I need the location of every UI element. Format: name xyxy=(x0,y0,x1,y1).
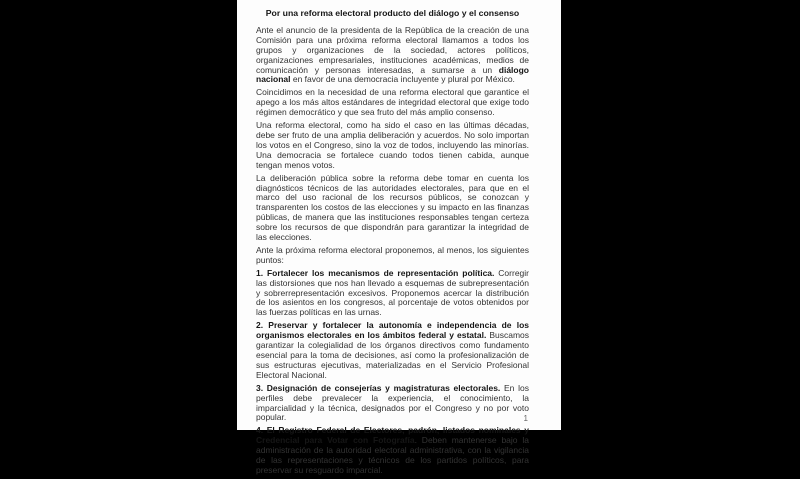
point-2-autonomy xyxy=(256,321,529,380)
point-3-appointments xyxy=(256,384,529,424)
text-run: Buscamos garantizar la colegialidad de los órganos directivos como fundamento esencial para la toma de decisiones, así como la profesionalización de sus estructuras ejecutivas, materializadas en el Servicio Profesional Electoral Nacional. xyxy=(256,330,529,380)
text-run: La deliberación pública sobre la reforma debe tomar en cuenta los diagnósticos técnicos de las autoridades electorales, para que en el marco del uso racional de los recursos públicos, se conozcan y transparenten los costos de las elecciones y su impacto en las finanzas públicas, de manera que las instituciones responsables tengan certeza sobre los recursos de que dispondrán para garantizar la integridad de las elecciones. xyxy=(256,172,529,243)
text-run: Ante el anuncio de la presidenta de la República de la creación de una Comisión para una próxima reforma electoral llamamos a todos los grupos y organizaciones de la sociedad, actores políticos, organizaciones empresariales, instituciones académicas, medios de comunicación y personas interesadas, a sumarse a un xyxy=(256,24,529,75)
text-run: En los perfiles debe prevalecer la experiencia, el conocimiento, la imparcialidad y la técnica, designados por el Congreso y no por voto popular. xyxy=(256,382,529,423)
paragraph-integrity-standards xyxy=(256,88,529,118)
document-paragraphs xyxy=(256,26,529,476)
paragraph-deliberation-agreements xyxy=(256,121,529,171)
document-title: Por una reforma electoral producto del diálogo y el consenso xyxy=(265,8,520,18)
text-run: Ante la próxima reforma electoral proponemos, al menos, los siguientes puntos: xyxy=(256,244,529,265)
bold-text-run: 4. El Registro Federal de Electores, padrón, listados nominales y Credencial para Votar con Fotografía xyxy=(256,425,529,446)
text-run: en favor de una democracia incluyente y plural por México. xyxy=(290,74,515,85)
text-run: Coincidimos en la necesidad de una reforma electoral que garantice el apego a los más altos estándares de integridad electoral que exige todo régimen democrático y que sea fruto del más amplio consenso. xyxy=(256,87,529,118)
bold-text-run: diálogo nacional xyxy=(256,64,529,85)
paragraph-public-deliberation-costs xyxy=(256,174,529,243)
bold-text-run: 2. Preservar y fortalecer la autonomía e independencia de los organismos electorales en los ámbitos federal y estatal. xyxy=(256,320,529,341)
text-run: . Deben mantenerse bajo la administración de la autoridad electoral administrativa, con la vigilancia de las representaciones y técnicos de los partidos políticos, para preservar su resguardo imparcial. xyxy=(256,435,529,475)
point-1-representation xyxy=(256,269,529,319)
text-run: Una reforma electoral, como ha sido el caso en las últimas décadas, debe ser fruto de una amplia deliberación y acuerdos. No solo importan los votos en el Congreso, sino la voz de todos, incluyendo las minorías. Una democracia se fortalece cuando todos tienen cabida, aunque tengan menos votos. xyxy=(256,120,529,170)
paragraph-intro-commission xyxy=(256,26,529,85)
text-run: Corregir las distorsiones que nos han llevado a esquemas de subrepresentación y sobrerrepresentación excesivos. Proponemos acercar la distribución de los asientos en los congresos, al porcentaje de votos obtenidos por las fuerzas políticas en las urnas. xyxy=(256,267,529,318)
document-page xyxy=(237,0,561,475)
bold-text-run: 3. Designación de consejerías y magistraturas electorales. xyxy=(256,382,501,393)
document-content xyxy=(256,9,529,479)
page-number: 1 xyxy=(523,414,528,423)
bold-text-run: 1. Fortalecer los mecanismos de representación política. xyxy=(256,267,495,278)
point-4-electoral-registry xyxy=(256,426,529,476)
paragraph-proposal-lead-in xyxy=(256,246,529,266)
